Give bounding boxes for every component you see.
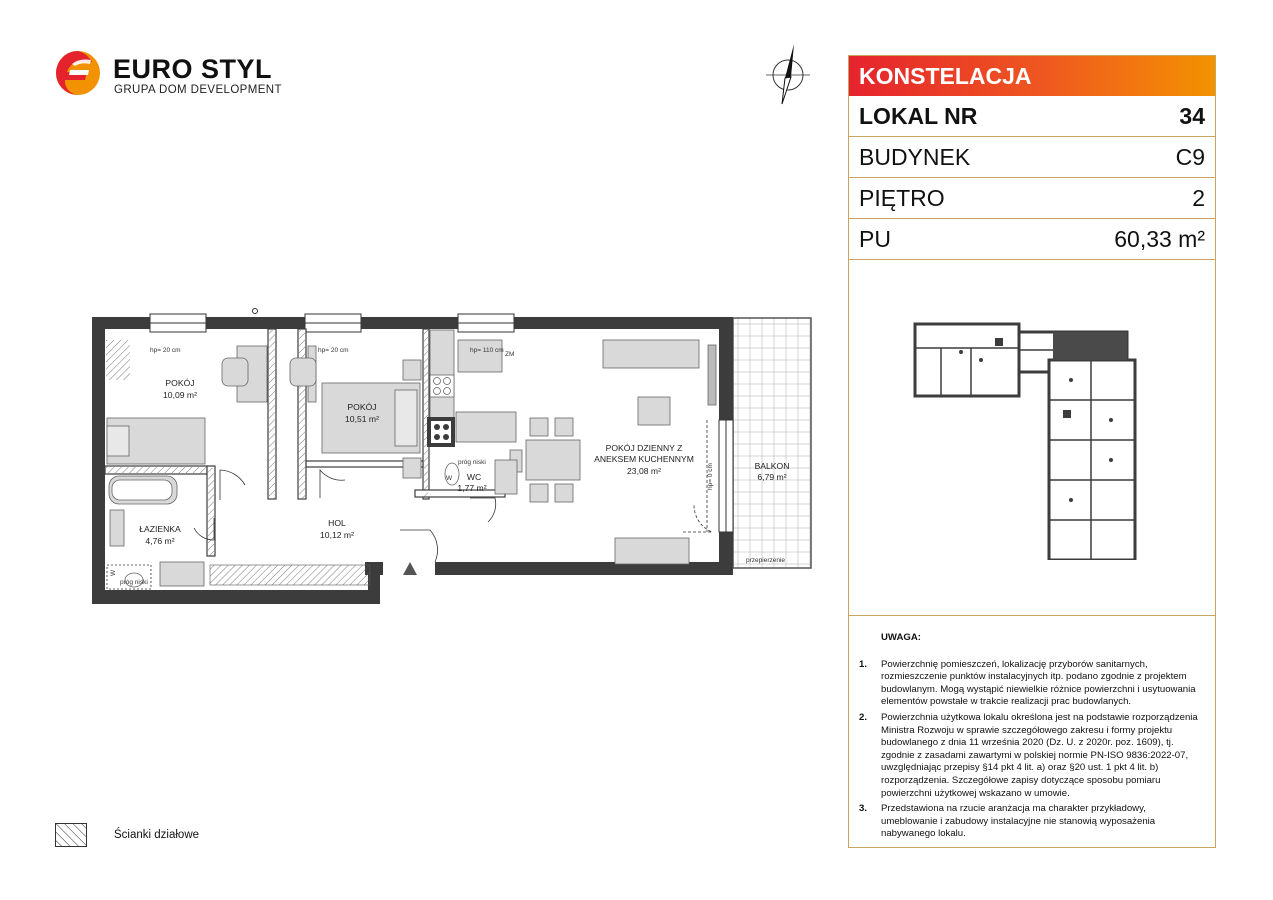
building-label: BUDYNEK: [859, 143, 971, 170]
note-number: 2.: [859, 711, 868, 723]
balcony: [733, 318, 811, 568]
note-text: Powierzchnia użytkowa lokalu określona jest na podstawie rozporządzenia Ministra Rozwoju w sprawie szczegółowego zakresu i formy projektu budowlanego z dnia 11 września 2020 (Dz. U. z 2020r. poz. 1609), tj. zgodnie z zasadami zawartymi w polskiej normie PN-ISO 9836:2022-07, uwzględniając przepisy §14 pkt 4 lit. a) oraz §20 ust. 1 pkt 4 lit. b) rozporządzenia. Szczegółowe zapisy dotyczące sposobu pomiaru powierzchni użytkowej wskazano w umowie.: [881, 711, 1198, 799]
note-item: [859, 803, 1203, 841]
bathroom-name: ŁAZIENKA: [139, 524, 181, 534]
wc-area: 1,77 m²: [457, 483, 487, 493]
floor-row: [849, 178, 1215, 219]
zm-marker: ZM: [505, 351, 515, 358]
building-key-plan-area: [849, 260, 1215, 616]
room-2-name: POKÓJ: [347, 402, 377, 412]
area-row: [849, 219, 1215, 260]
partition-marker: przepierzenie: [746, 557, 786, 564]
hp-marker-3: hp= 110 cm: [470, 347, 504, 354]
notes-title: UWAGA:: [881, 632, 921, 643]
w-marker-2: W: [110, 569, 117, 576]
area-value: 60,33 m²: [1114, 225, 1205, 252]
bathroom-area: 4,76 m²: [145, 536, 175, 546]
brand-name: EURO STYL: [113, 54, 273, 84]
building-row: [849, 137, 1215, 178]
living-room-name: POKÓJ DZIENNY Z: [605, 443, 683, 453]
living-room-area: 23,08 m²: [627, 466, 661, 476]
brand-subtitle: GRUPA DOM DEVELOPMENT: [114, 84, 282, 96]
investment-name: KONSTELACJA: [849, 56, 1215, 96]
highlighted-unit: [1053, 332, 1127, 360]
floor-value: 2: [1192, 184, 1205, 211]
note-item: [859, 659, 1203, 709]
building-value: C9: [1175, 143, 1205, 170]
threshold-marker-1: próg niski: [458, 459, 486, 466]
w-marker-1: W: [446, 475, 453, 482]
euro-styl-logo-icon: [55, 50, 101, 96]
living-room-name-2: ANEKSEM KUCHENNYM: [594, 454, 694, 464]
hp-marker-0: hp= 0 cm: [707, 463, 714, 490]
notes-section: [849, 616, 1215, 841]
floor-label: PIĘTRO: [859, 184, 945, 211]
installation-shaft: [427, 417, 455, 447]
hp-marker-1: hp= 20 cm: [150, 347, 181, 354]
unit-number-row: [849, 96, 1215, 137]
euro-styl-logo: [55, 50, 295, 102]
north-arrow-icon: [758, 42, 818, 106]
apartment-info-panel: [848, 55, 1216, 848]
room-2-area: 10,51 m²: [345, 414, 379, 424]
legend: [55, 823, 255, 849]
threshold-marker-2: próg niski: [120, 579, 148, 586]
note-number: 3.: [859, 803, 868, 815]
legend-label: Ścianki działowe: [114, 829, 200, 841]
room-1-name: POKÓJ: [165, 378, 195, 388]
hp-marker-2: hp= 20 cm: [318, 347, 349, 354]
note-item: [859, 712, 1203, 800]
balcony-area: 6,79 m²: [757, 472, 787, 482]
hatch-swatch-icon: [55, 823, 87, 847]
building-key-plan: [911, 320, 1141, 560]
balcony-name: BALKON: [754, 461, 790, 471]
area-label: PU: [859, 225, 891, 252]
hall-name: HOL: [328, 518, 346, 528]
note-number: 1.: [859, 658, 868, 670]
apartment-floor-plan: [90, 300, 820, 610]
entrance-arrow-icon: [403, 562, 417, 575]
note-text: Powierzchnię pomieszczeń, lokalizację przyborów sanitarnych, rozmieszczenie punktów instalacyjnych itp. podano zgodnie z projektem budowlanym. Mogą wystąpić niewielkie różnice powierzchni i usytuowania elementów powstałe w trakcie realizacji prac budowlanych.: [881, 658, 1196, 708]
unit-number-label: LOKAL NR: [859, 102, 978, 129]
note-text: Przedstawiona na rzucie aranżacja ma charakter przykładowy, umeblowanie i zabudowy instalacyjne nie stanowią wyposażenia nabywanego lokalu.: [881, 803, 1156, 840]
unit-number-value: 34: [1179, 102, 1205, 129]
room-1-area: 10,09 m²: [163, 390, 197, 400]
hall-area: 10,12 m²: [320, 530, 354, 540]
wc-name: WC: [466, 472, 482, 482]
